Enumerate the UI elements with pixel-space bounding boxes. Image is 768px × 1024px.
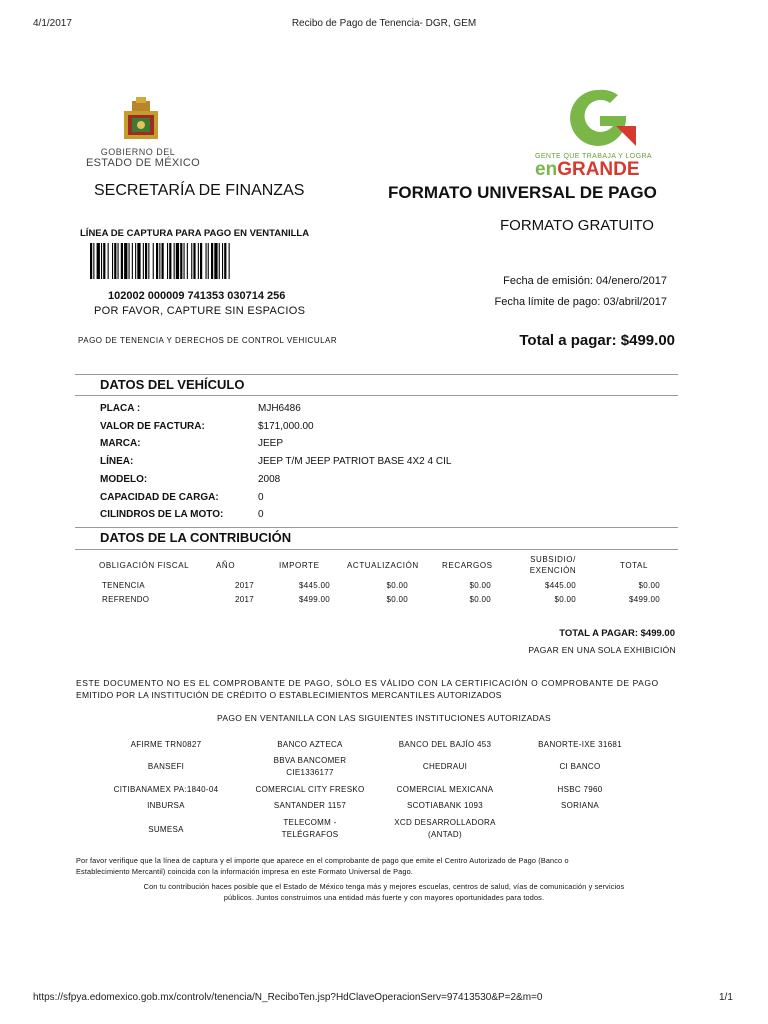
col-exencion: EXENCIÓN — [529, 566, 577, 575]
vehiculo-value: 0 — [258, 491, 264, 503]
vehiculo-value: JEEP — [258, 438, 284, 450]
vehiculo-label: LÍNEA: — [100, 456, 134, 468]
contribucion-total: TOTAL A PAGAR: $499.00 — [559, 628, 675, 639]
formato-universal-title: FORMATO UNIVERSAL DE PAGO — [388, 183, 657, 202]
divider — [75, 549, 678, 550]
barcode-bar — [112, 243, 113, 279]
institucion: SUMESA — [148, 825, 184, 834]
contribucion-cell: $0.00 — [469, 595, 491, 604]
total-a-pagar: Total a pagar: $499.00 — [519, 332, 675, 349]
barcode-bar — [187, 243, 188, 279]
vehiculo-label: MODELO: — [100, 473, 148, 485]
col-obligacion: OBLIGACIÓN FISCAL — [99, 561, 190, 570]
barcode-bar — [93, 243, 94, 279]
col-importe: IMPORTE — [279, 561, 320, 570]
barcode-bar — [124, 243, 127, 279]
divider — [75, 374, 678, 375]
notice-line1: ESTE DOCUMENTO NO ES EL COMPROBANTE DE PAGO, SÓLO ES VÁLIDO CON LA CERTIFICACIÓN O COMPROBANTE DE PAGO — [76, 678, 659, 688]
barcode-bar — [135, 243, 136, 279]
engrande-g-logo — [558, 86, 638, 150]
institucion: HSBC 7960 — [557, 785, 603, 794]
barcode-bar — [174, 243, 175, 279]
print-page-title: Recibo de Pago de Tenencia- DGR, GEM — [291, 18, 477, 29]
print-page-count: 1/1 — [719, 992, 733, 1003]
col-subsidio: SUBSIDIO/ — [530, 555, 576, 564]
institucion: SCOTIABANK 1093 — [406, 801, 484, 810]
concepto-pago: PAGO DE TENENCIA Y DERECHOS DE CONTROL VEHICULAR — [78, 336, 338, 345]
contribucion-cell: $0.00 — [554, 595, 576, 604]
footer-p1-line1: Por favor verifique que la línea de captura y el importe que aparece en el comprobante de pago que emite el Centro Autorizado de Pago (Banco o — [76, 856, 569, 865]
barcode-bar — [184, 243, 185, 279]
contribucion-cell: $499.00 — [628, 595, 660, 604]
col-actualizacion: ACTUALIZACIÓN — [347, 561, 419, 570]
coat-of-arms-logo — [118, 97, 164, 143]
divider — [75, 395, 678, 396]
barcode-bar — [137, 243, 140, 279]
institucion: SANTANDER 1157 — [273, 801, 347, 810]
barcode-bar — [214, 243, 217, 279]
contribucion-cell: 2017 — [235, 595, 254, 604]
instituciones-title: PAGO EN VENTANILLA CON LAS SIGUIENTES INSTITUCIONES AUTORIZADAS — [217, 713, 551, 723]
fecha-limite: Fecha límite de pago: 03/abril/2017 — [494, 296, 667, 308]
footer-p1-line2: Establecimiento Mercantil) coincida con la información impresa en este Formato Universal de Pago. — [76, 867, 413, 876]
barcode-bar — [156, 243, 158, 279]
barcode-bar — [145, 243, 147, 279]
barcode-bar — [224, 243, 226, 279]
institucion: TELECOMM - — [283, 818, 337, 827]
contribucion-cell: $445.00 — [544, 581, 576, 590]
engrande-wordmark — [535, 160, 640, 180]
gobierno-line1: GOBIERNO DEL — [100, 147, 176, 157]
vehiculo-value: 2008 — [258, 473, 281, 485]
barcode-bar — [103, 243, 105, 279]
institucion: BANSEFI — [147, 762, 185, 771]
engrande-tagline: GENTE QUE TRABAJA Y LOGRA — [535, 153, 652, 160]
barcode-bar — [219, 243, 220, 279]
vehiculo-value: $171,000.00 — [258, 420, 314, 432]
institucion: BBVA BANCOMER — [273, 756, 347, 765]
barcode-bar — [208, 243, 209, 279]
institucion: COMERCIAL CITY FRESKO — [255, 785, 365, 794]
barcode-bar — [90, 243, 92, 279]
institucion: BANCO AZTECA — [277, 740, 343, 749]
barcode-bar — [121, 243, 123, 279]
institucion: BANORTE-IXE 31681 — [538, 740, 622, 749]
vehiculo-title: DATOS DEL VEHÍCULO — [100, 377, 245, 392]
barcode-bar — [101, 243, 102, 279]
divider — [75, 527, 678, 528]
linea-captura-number: 102002 000009 741353 030714 256 — [108, 290, 286, 302]
barcode-bar — [148, 243, 149, 279]
barcode-bar — [169, 243, 171, 279]
institucion: CHEDRAUI — [422, 762, 468, 771]
contribucion-title: DATOS DE LA CONTRIBUCIÓN — [100, 530, 292, 545]
vehiculo-value: JEEP T/M JEEP PATRIOT BASE 4X2 4 CIL — [258, 456, 452, 468]
institucion: CITIBANAMEX PA:1840-04 — [113, 785, 219, 794]
barcode-bar — [222, 243, 223, 279]
institucion: CI BANCO — [559, 762, 601, 771]
vehiculo-label: VALOR DE FACTURA: — [100, 420, 205, 432]
vehiculo-label: CILINDROS DE LA MOTO: — [100, 509, 224, 521]
institucion: XCD DESARROLLADORA — [394, 818, 496, 827]
formato-gratuito: FORMATO GRATUITO — [500, 217, 654, 234]
vehiculo-label: PLACA : — [100, 403, 141, 414]
contribucion-cell: $499.00 — [298, 595, 330, 604]
notice-line2: EMITIDO POR LA INSTITUCIÓN DE CRÉDITO O ESTABLECIMIENTOS MERCANTILES AUTORIZADOS — [76, 690, 502, 700]
institucion: CIE1336177 — [286, 768, 334, 777]
institucion: SORIANA — [560, 801, 600, 810]
exhibicion-note: PAGAR EN UNA SOLA EXHIBICIÓN — [528, 645, 676, 655]
barcode-bar — [191, 243, 192, 279]
barcode-bar — [167, 243, 168, 279]
barcode-bar — [118, 243, 119, 279]
barcode-bar — [180, 243, 182, 279]
barcode-bar — [114, 243, 116, 279]
col-anio: AÑO — [216, 561, 236, 570]
barcode-bar — [206, 243, 207, 279]
fecha-emision: Fecha de emisión: 04/enero/2017 — [503, 275, 667, 287]
institucion: COMERCIAL MEXICANA — [396, 785, 494, 794]
barcode-bar — [176, 243, 179, 279]
contribucion-cell: $445.00 — [298, 581, 330, 590]
engrande-grande: GRANDE — [557, 159, 640, 180]
contribucion-cell: $0.00 — [469, 581, 491, 590]
vehiculo-label: CAPACIDAD DE CARGA: — [100, 491, 219, 503]
print-url[interactable]: https://sfpya.edomexico.gob.mx/controlv/tenencia/N_ReciboTen.jsp?HdClaveOperacionServ=97413530&P=2&m=0 — [33, 992, 543, 1003]
contribucion-cell: REFRENDO — [102, 595, 150, 604]
institucion: (ANTAD) — [428, 830, 462, 839]
barcode-bar — [162, 243, 164, 279]
barcode-bar — [132, 243, 133, 279]
barcode-bar — [193, 243, 195, 279]
barcode-bar — [159, 243, 160, 279]
footer-p2-line2: públicos. Juntos construimos una entidad más fuerte y con mayores oportunidades para todos. — [223, 893, 545, 902]
barcode-bar — [153, 243, 154, 279]
barcode-bar — [200, 243, 202, 279]
footer-p2-line1: Con tu contribución haces posible que el Estado de México tenga más y mejores escuelas, centros de salud, vías de comunicación y servicios — [143, 882, 625, 891]
vehiculo-label: MARCA: — [100, 438, 141, 450]
barcode — [90, 243, 310, 279]
contribucion-cell: TENENCIA — [102, 581, 145, 590]
engrande-en: en — [535, 159, 558, 180]
barcode-bar — [198, 243, 199, 279]
institucion: INBURSA — [147, 801, 185, 810]
capture-note: POR FAVOR, CAPTURE SIN ESPACIOS — [94, 305, 306, 317]
contribucion-cell: $0.00 — [386, 581, 408, 590]
col-recargos: RECARGOS — [442, 561, 493, 570]
gobierno-line2: ESTADO DE MÉXICO — [86, 157, 200, 169]
barcode-bar — [143, 243, 144, 279]
barcode-bar — [129, 243, 130, 279]
contribucion-cell: $0.00 — [638, 581, 660, 590]
print-date: 4/1/2017 — [33, 18, 72, 29]
barcode-bar — [229, 243, 230, 279]
col-total: TOTAL — [620, 561, 649, 570]
barcode-bar — [108, 243, 109, 279]
barcode-bar — [211, 243, 213, 279]
institucion: BANCO DEL BAJÍO 453 — [398, 740, 492, 749]
institucion: AFIRME TRN0827 — [130, 740, 202, 749]
vehiculo-value: MJH6486 — [258, 403, 301, 414]
contribucion-cell: $0.00 — [386, 595, 408, 604]
vehiculo-value: 0 — [258, 509, 264, 521]
contribucion-cell: 2017 — [235, 581, 254, 590]
secretaria-title: SECRETARÍA DE FINANZAS — [94, 182, 305, 199]
institucion: TELÉGRAFOS — [281, 830, 339, 839]
linea-captura-title: LÍNEA DE CAPTURA PARA PAGO EN VENTANILLA — [80, 228, 310, 239]
barcode-bar — [97, 243, 100, 279]
